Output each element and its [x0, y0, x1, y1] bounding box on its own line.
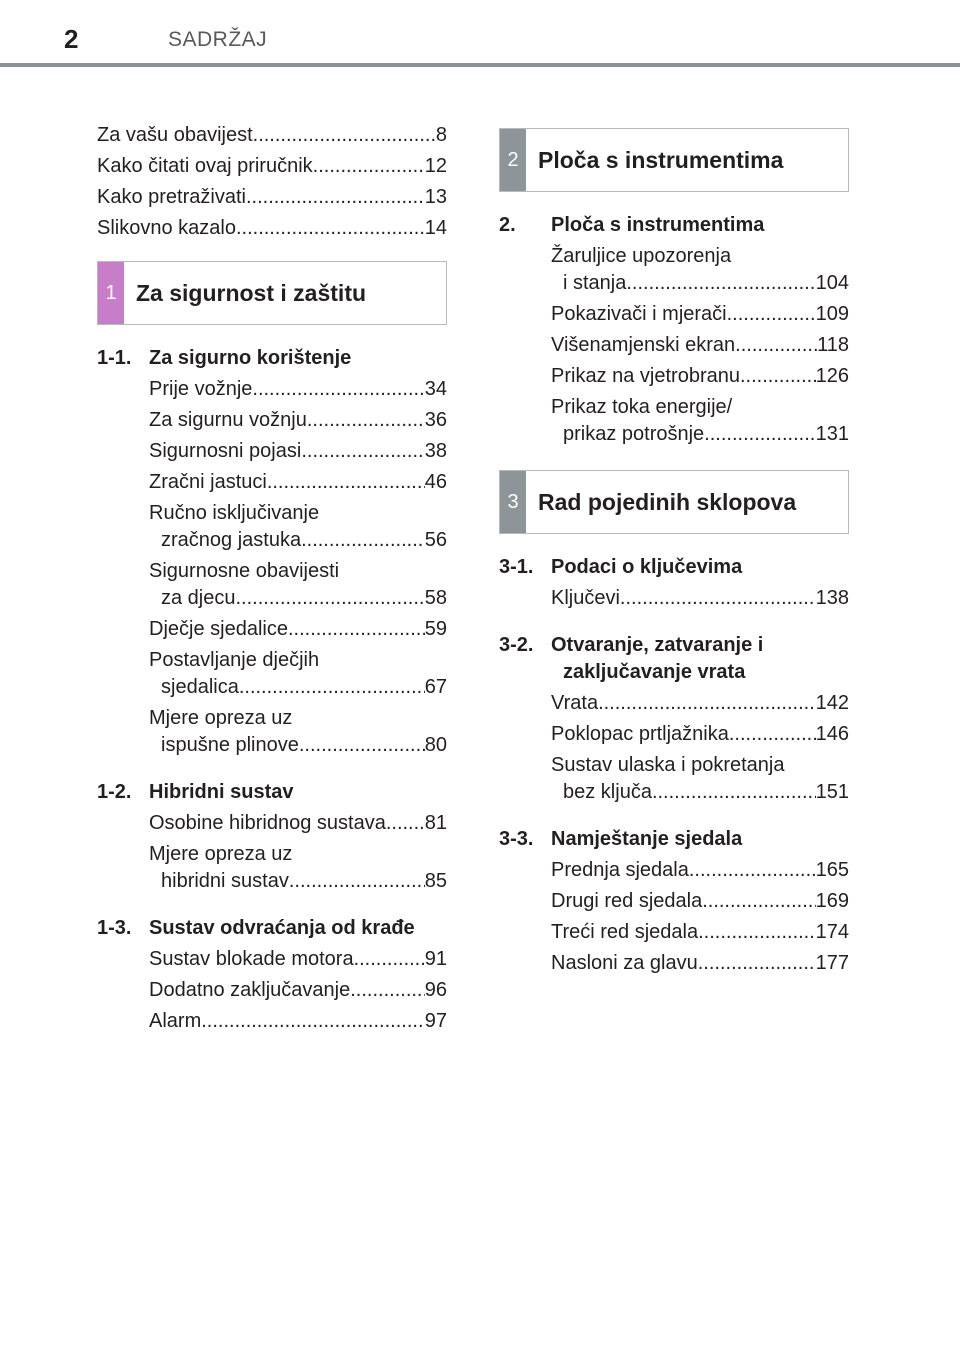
chapter-title-line: Sustav odvraćanja od krađe — [149, 917, 415, 939]
entry-list — [551, 585, 849, 612]
toc-entry[interactable] — [149, 647, 447, 701]
toc-page-number: 96 — [424, 979, 447, 1001]
toc-page-number: 104 — [815, 272, 849, 294]
section-heading-box — [97, 261, 447, 325]
chapter — [499, 212, 849, 448]
chapter — [499, 554, 849, 612]
toc-label: Ručno isključivanje — [149, 502, 320, 524]
chapter — [499, 632, 849, 806]
toc-line — [551, 919, 849, 946]
toc-label: Zračni jastuci — [149, 471, 267, 493]
dot-leader — [729, 721, 816, 748]
section-number-tab: 3 — [500, 471, 526, 533]
dot-leader — [652, 779, 816, 806]
toc-label: Kako čitati ovaj priručnik — [97, 155, 313, 177]
toc-page-number: 165 — [815, 859, 849, 881]
toc-page-number: 34 — [424, 378, 447, 400]
toc-label: Dodatno zaključavanje — [149, 979, 351, 1001]
dot-leader — [350, 977, 425, 1004]
chapter-number: 1-3. — [97, 917, 132, 939]
toc-line — [551, 721, 849, 748]
dot-leader — [299, 732, 425, 759]
chapter-title — [149, 915, 447, 942]
toc-line — [149, 946, 447, 973]
toc-line — [551, 585, 849, 612]
toc-line — [551, 779, 849, 806]
toc-line — [149, 732, 447, 759]
toc-line — [149, 616, 447, 643]
dot-leader — [239, 674, 425, 701]
section-3 — [499, 470, 849, 977]
dot-leader — [236, 215, 425, 242]
toc-label: Sustav blokade motora — [149, 948, 354, 970]
chapter-title — [551, 554, 849, 581]
toc-line — [551, 332, 849, 359]
entry-list — [551, 857, 849, 977]
chapter-title-line: Podaci o ključevima — [551, 556, 743, 578]
toc-line — [149, 527, 447, 554]
toc-label: Vrata — [551, 692, 599, 714]
toc-label: Za sigurnu vožnju — [149, 409, 307, 431]
section-heading-box — [499, 470, 849, 534]
dot-leader — [598, 690, 816, 717]
dot-leader — [626, 270, 815, 297]
chapter-title-continuation: zaključavanje vrata — [563, 661, 746, 683]
toc-label: Mjere opreza uz — [149, 707, 293, 729]
dot-leader — [727, 301, 816, 328]
toc-label: Za vašu obavijest — [97, 124, 253, 146]
toc-label: Prednja sjedala — [551, 859, 689, 881]
toc-page-number: 8 — [435, 124, 447, 146]
dot-leader — [252, 376, 424, 403]
dot-leader — [289, 868, 425, 895]
toc-entry[interactable] — [149, 500, 447, 554]
chapter-number: 3-3. — [499, 828, 534, 850]
toc-line — [551, 857, 849, 884]
dot-leader — [301, 438, 424, 465]
chapter-heading[interactable] — [97, 915, 447, 942]
dot-leader — [236, 585, 425, 612]
toc-entry[interactable] — [551, 919, 849, 946]
dot-leader — [313, 153, 425, 180]
toc-entry[interactable] — [149, 616, 447, 643]
toc-page-number: 138 — [815, 587, 849, 609]
toc-page-number: 177 — [815, 952, 849, 974]
toc-line — [149, 674, 447, 701]
toc-label: bez ključa — [563, 781, 652, 803]
toc-entry[interactable] — [551, 585, 849, 612]
toc-entry[interactable] — [551, 857, 849, 884]
toc-label: Višenamjenski ekran — [551, 334, 736, 356]
toc-line — [149, 438, 447, 465]
toc-label: Ključevi — [551, 587, 620, 609]
toc-line — [551, 950, 849, 977]
toc-page-number: 169 — [815, 890, 849, 912]
toc-label: Poklopac prtljažnika — [551, 723, 729, 745]
toc-page-number: 131 — [815, 423, 849, 445]
toc-line — [551, 690, 849, 717]
dot-leader — [698, 950, 816, 977]
toc-line — [149, 469, 447, 496]
toc-entry[interactable] — [551, 888, 849, 915]
toc-entry[interactable] — [149, 469, 447, 496]
chapter — [97, 345, 447, 759]
chapter-title — [551, 632, 849, 686]
chapter — [97, 779, 447, 895]
toc-entry[interactable] — [149, 376, 447, 403]
toc-page-number: 174 — [815, 921, 849, 943]
toc-entry[interactable] — [551, 363, 849, 390]
entry-list — [149, 810, 447, 895]
toc-entry[interactable] — [149, 977, 447, 1004]
toc-line[interactable] — [97, 122, 447, 149]
chapter-title-line: Otvaranje, zatvaranje i — [551, 634, 764, 656]
toc-label: Drugi red sjedala — [551, 890, 703, 912]
toc-label: Prije vožnje — [149, 378, 253, 400]
chapter-title-line: Hibridni sustav — [149, 781, 294, 803]
entry-list — [149, 376, 447, 759]
toc-page-number: 118 — [817, 334, 849, 356]
chapter-title — [149, 779, 447, 806]
chapter-title-line: Za sigurno korištenje — [149, 347, 352, 369]
toc-entry[interactable] — [149, 558, 447, 612]
toc-page-number: 109 — [815, 303, 849, 325]
chapter-number: 3-2. — [499, 634, 534, 656]
entry-list — [551, 243, 849, 448]
toc-label: Prikaz na vjetrobranu — [551, 365, 740, 387]
toc-line — [149, 868, 447, 895]
toc-page-number: 36 — [424, 409, 447, 431]
toc-entry[interactable] — [551, 332, 849, 359]
page-number: 2 — [64, 24, 79, 54]
chapter-heading[interactable] — [97, 779, 447, 806]
toc-line — [149, 977, 447, 1004]
toc-entry[interactable] — [149, 705, 447, 759]
toc-label: sjedalica — [161, 676, 239, 698]
toc-page-number: 38 — [424, 440, 447, 462]
dot-leader — [698, 919, 816, 946]
toc-label: prikaz potrošnje — [563, 423, 705, 445]
toc-label: Postavljanje dječjih — [149, 649, 320, 671]
toc-page-number: 97 — [424, 1010, 447, 1032]
dot-leader — [301, 527, 425, 554]
toc-entry[interactable] — [551, 243, 849, 297]
toc-entry[interactable] — [551, 301, 849, 328]
dot-leader — [689, 857, 816, 884]
toc-entry[interactable] — [551, 394, 849, 448]
toc-label: za djecu — [161, 587, 236, 609]
toc-page-number: 59 — [424, 618, 447, 640]
toc-label: Kako pretraživati — [97, 186, 246, 208]
toc-entry[interactable] — [149, 946, 447, 973]
toc-page-number: 12 — [424, 155, 447, 177]
dot-leader — [201, 1008, 425, 1035]
dot-leader — [267, 469, 425, 496]
dot-leader — [354, 946, 425, 973]
dot-leader — [307, 407, 425, 434]
toc-label: Žaruljice upozorenja — [551, 245, 732, 267]
chapter-number: 3-1. — [499, 556, 534, 578]
left-column — [97, 122, 447, 1039]
chapter-title — [551, 826, 849, 853]
chapter-heading[interactable] — [499, 826, 849, 853]
toc-line — [551, 270, 849, 297]
toc-page-number: 81 — [424, 812, 447, 834]
toc-line[interactable] — [97, 215, 447, 242]
toc-page-number: 85 — [424, 870, 447, 892]
toc-label: Slikovno kazalo — [97, 217, 236, 239]
section-title: Rad pojedinih sklopova — [538, 488, 797, 515]
toc-page-number: 46 — [424, 471, 447, 493]
chapter-heading[interactable] — [97, 345, 447, 372]
toc-label: Prikaz toka energije/ — [551, 396, 733, 418]
dot-leader — [740, 363, 816, 390]
chapter-title — [551, 212, 849, 239]
toc-label: Nasloni za glavu — [551, 952, 698, 974]
toc-line — [149, 810, 447, 837]
toc-page-number: 80 — [424, 734, 447, 756]
toc-line[interactable] — [97, 153, 447, 180]
toc-label: zračnog jastuka — [161, 529, 302, 551]
toc-entry[interactable] — [551, 721, 849, 748]
section-heading-box — [499, 128, 849, 192]
toc-label: Sigurnosni pojasi — [149, 440, 302, 462]
toc-entry[interactable] — [149, 810, 447, 837]
toc-page-number: 58 — [424, 587, 447, 609]
toc-page-number: 56 — [424, 529, 447, 551]
dot-leader — [704, 421, 815, 448]
toc-page-number: 67 — [424, 676, 447, 698]
chapter-title-line: Ploča s instrumentima — [551, 214, 765, 236]
chapter-heading[interactable] — [499, 212, 849, 239]
chapter — [499, 826, 849, 977]
dot-leader — [246, 184, 425, 211]
toc-line[interactable] — [97, 184, 447, 211]
toc-label: Pokazivači i mjerači — [551, 303, 727, 325]
toc-label: Osobine hibridnog sustava — [149, 812, 386, 834]
section-title: Za sigurnost i zaštitu — [136, 279, 367, 306]
toc-line — [149, 376, 447, 403]
toc-label: Dječje sjedalice — [149, 618, 288, 640]
toc-entry[interactable] — [149, 407, 447, 434]
toc-label: Mjere opreza uz — [149, 843, 293, 865]
dot-leader — [288, 616, 425, 643]
toc-label: Alarm — [149, 1010, 202, 1032]
chapter-title-line: Namještanje sjedala — [551, 828, 743, 850]
front-matter-list — [97, 122, 447, 242]
toc-label: hibridni sustav — [161, 870, 289, 892]
dot-leader — [620, 585, 816, 612]
right-column — [499, 128, 849, 981]
toc-line — [149, 407, 447, 434]
dot-leader — [702, 888, 815, 915]
toc-line — [551, 363, 849, 390]
section-number-tab: 1 — [98, 262, 124, 324]
toc-label: i stanja — [563, 272, 627, 294]
toc-line — [551, 888, 849, 915]
toc-label: Sustav ulaska i pokretanja — [551, 754, 785, 776]
chapter-heading[interactable] — [499, 554, 849, 581]
toc-entry[interactable] — [149, 1008, 447, 1035]
page-header — [0, 0, 960, 68]
toc-line — [149, 1008, 447, 1035]
toc-entry[interactable] — [149, 841, 447, 895]
toc-entry[interactable] — [551, 690, 849, 717]
toc-entry[interactable] — [551, 752, 849, 806]
toc-page-number: 151 — [815, 781, 849, 803]
chapter-number: 1-2. — [97, 781, 132, 803]
dot-leader — [735, 332, 817, 359]
toc-line — [149, 585, 447, 612]
chapter-number: 2. — [499, 214, 516, 236]
toc-page-number: 142 — [815, 692, 849, 714]
toc-page-number: 14 — [424, 217, 447, 239]
running-title: SADRŽAJ — [168, 28, 268, 51]
header-rule — [0, 63, 960, 67]
section-number-tab: 2 — [500, 129, 526, 191]
toc-label: ispušne plinove — [161, 734, 299, 756]
toc-entry[interactable] — [551, 950, 849, 977]
toc-page-number: 146 — [815, 723, 849, 745]
toc-label: Sigurnosne obavijesti — [149, 560, 340, 582]
entry-list — [149, 946, 447, 1035]
chapter-title — [149, 345, 447, 372]
chapter — [97, 915, 447, 1035]
toc-entry[interactable] — [149, 438, 447, 465]
toc-label: Treći red sjedala — [551, 921, 699, 943]
toc-page-number: 126 — [815, 365, 849, 387]
dot-leader — [253, 122, 436, 149]
chapter-heading[interactable] — [499, 632, 849, 686]
chapter-number: 1-1. — [97, 347, 132, 369]
toc-line — [551, 421, 849, 448]
toc-line — [551, 301, 849, 328]
section-2 — [499, 128, 849, 448]
dot-leader — [386, 810, 425, 837]
entry-list — [551, 690, 849, 806]
section-title: Ploča s instrumentima — [538, 146, 784, 173]
toc-page-number: 91 — [424, 948, 447, 970]
section-1 — [97, 261, 447, 1035]
toc-page-number: 13 — [424, 186, 447, 208]
